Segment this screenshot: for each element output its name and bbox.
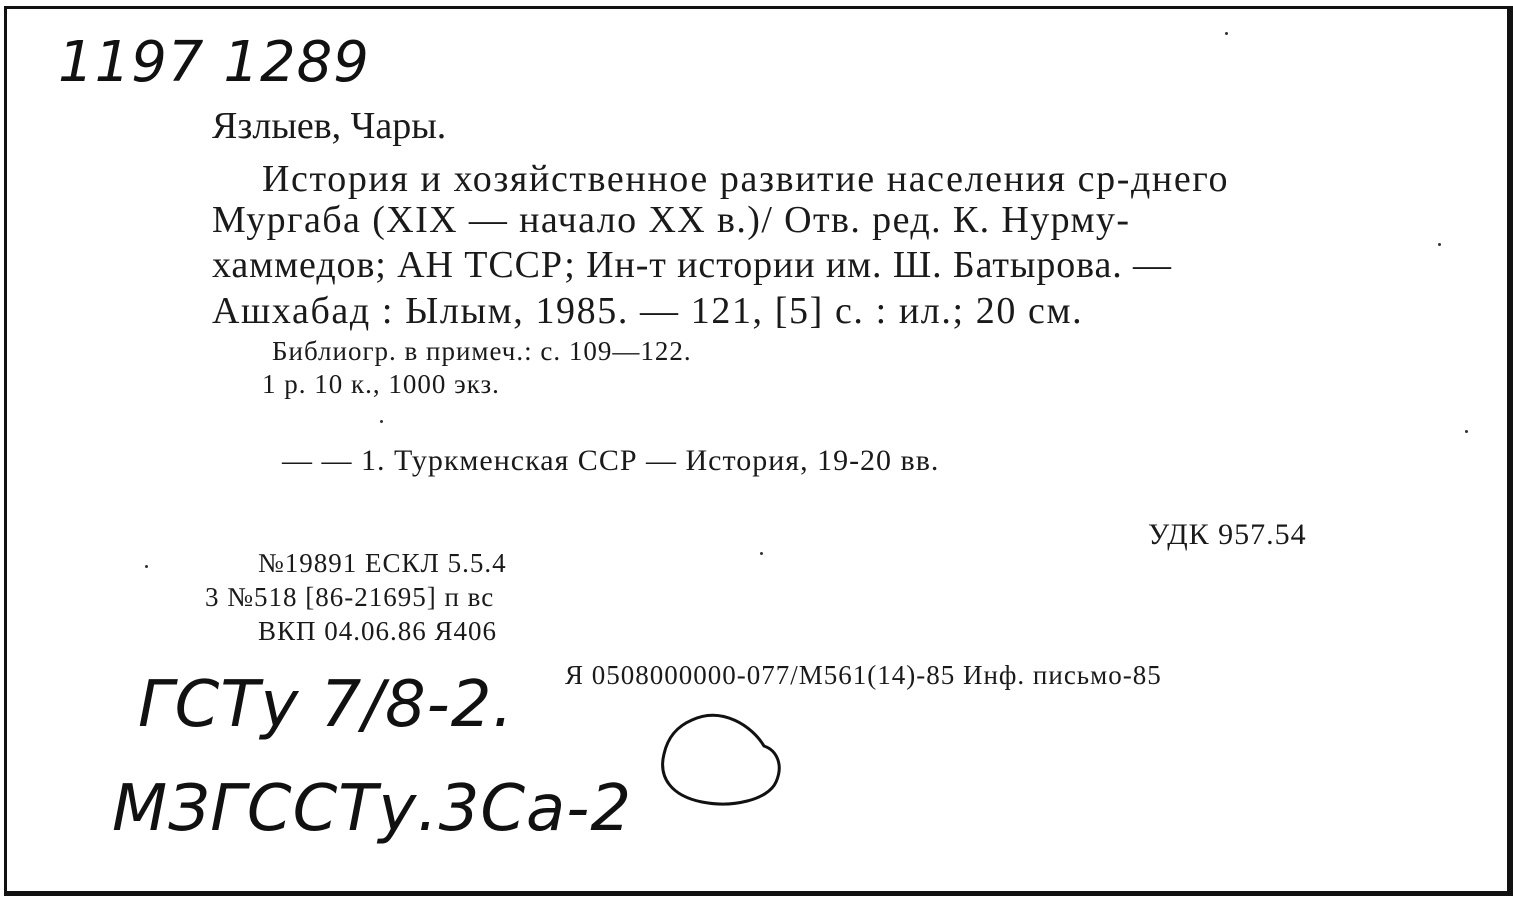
hand-drawn-circle-icon xyxy=(652,708,792,812)
scan-speck xyxy=(1465,430,1468,433)
handwritten-shelf-mark-1: ГСТу 7/8-2. xyxy=(138,668,514,742)
scan-speck xyxy=(380,420,383,423)
scan-speck xyxy=(145,565,148,568)
bibliography-note: Библиогр. в примеч.: с. 109—122. xyxy=(272,336,692,366)
handwritten-shelf-mark-2: МЗГССТу.3Са-2 xyxy=(112,772,633,846)
scan-speck xyxy=(760,552,763,555)
author-name: Язлыев, Чары. xyxy=(212,105,447,147)
record-number: №19891 ЕСКЛ 5.5.4 xyxy=(258,548,507,578)
order-number: 3 №518 [86-21695] п вс xyxy=(205,582,495,612)
price-note: 1 р. 10 к., 1000 экз. xyxy=(262,369,500,399)
udc-code: УДК 957.54 xyxy=(1148,518,1307,551)
description-line-2: Мургаба (XIX — начало XX в.)/ Отв. ред. К. Нурму- xyxy=(212,199,1131,241)
subject-heading: — — 1. Туркменская ССР — История, 19-20 вв. xyxy=(282,444,940,477)
scan-speck xyxy=(1438,243,1441,246)
description-line-1: История и хозяйственное развитие населения ср-днего xyxy=(262,158,1230,200)
scan-speck xyxy=(1225,32,1228,35)
description-line-3: хаммедов; АН ТССР; Ин-т истории им. Ш. Батырова. — xyxy=(212,244,1172,286)
description-line-4: Ашхабад : Ылым, 1985. — 121, [5] с. : ил.; 20 см. xyxy=(212,290,1084,332)
vkp-code: ВКП 04.06.86 Я406 xyxy=(258,616,498,646)
handwritten-call-number: 1197 1289 xyxy=(58,30,370,95)
publisher-code: Я 0508000000-077/М561(14)-85 Инф. письмо-85 xyxy=(565,660,1162,690)
